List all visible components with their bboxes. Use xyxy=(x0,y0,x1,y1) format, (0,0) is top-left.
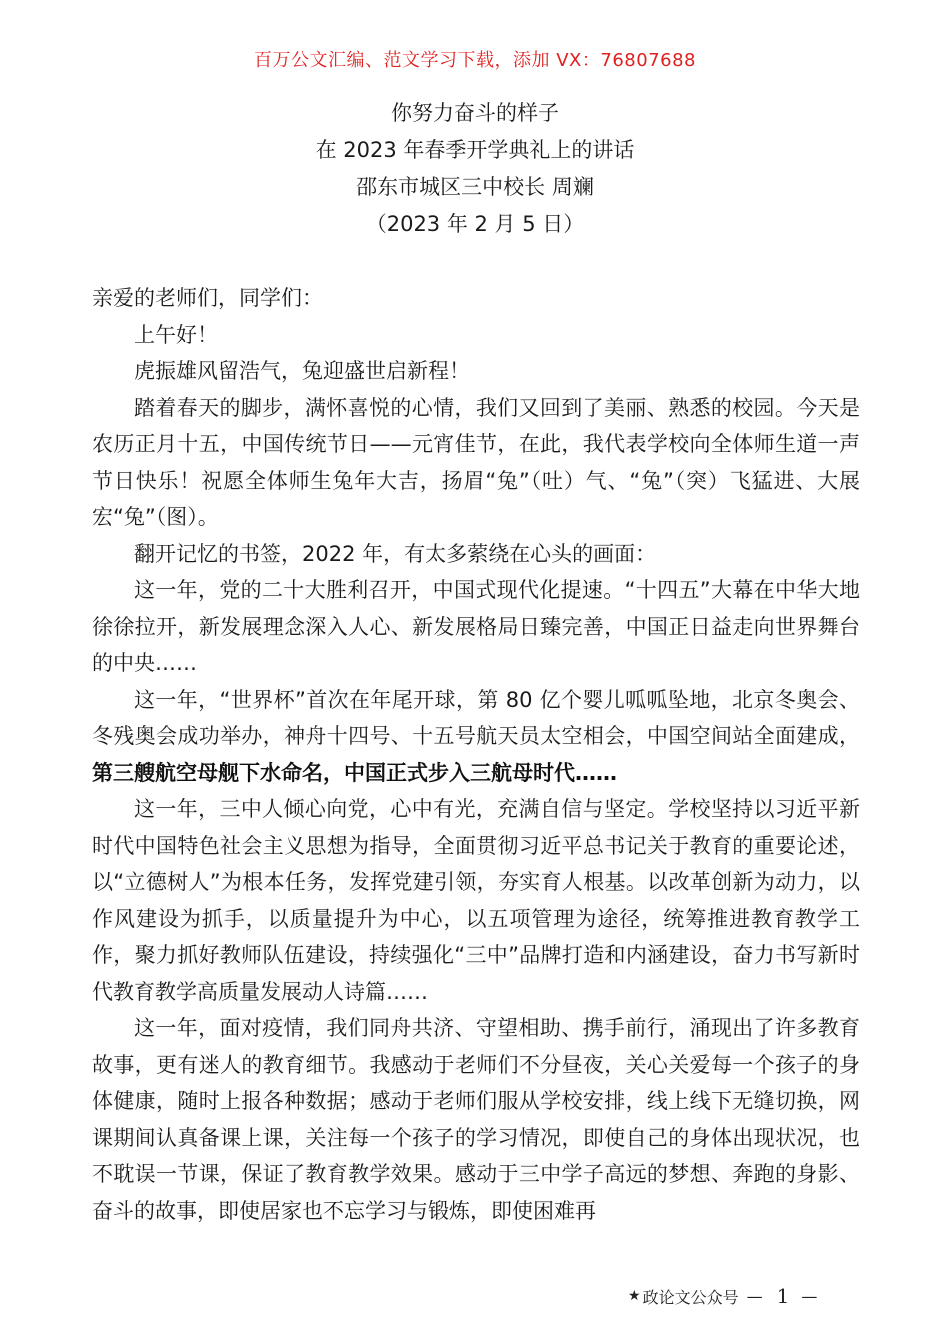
paragraph-6: 这一年，面对疫情，我们同舟共济、守望相助、携手前行，涌现出了许多教育故事，更有迷人的教育细节。我感动于老师们不分昼夜，关心关爱每一个孩子的身体健康，随时上报各种数据；感动于老师们服从学校安排，线上线下无缝切换，网课期间认真备课上课，关注每一个孩子的学习情况，即使自己的身体出现状况，也不耽误一节课，保证了教育教学效果。感动于三中学子高远的梦想、奔跑的身影、奋斗的故事，即使居家也不忘学习与锻炼，即使困难再 xyxy=(92,1016,860,1223)
footer-dash-right: — xyxy=(801,1286,820,1306)
page-number: 1 xyxy=(776,1284,790,1308)
star-icon: ★ xyxy=(628,1288,641,1304)
paragraph-2: 翻开记忆的书签，2022 年，有太多萦绕在心头的画面： xyxy=(134,541,657,566)
paragraph-3: 这一年，党的二十大胜利召开，中国式现代化提速。“十四五”大幕在中华大地徐徐拉开，新发展理念深入人心、新发展格局日臻完善，中国正日益走向世界舞台的中央…… xyxy=(92,578,860,675)
page-footer xyxy=(628,1284,827,1308)
slogan: 虎振雄风留浩气，兔迎盛世启新程！ xyxy=(134,359,470,383)
title-block xyxy=(0,95,950,243)
document-title: 你努力奋斗的样子 xyxy=(391,101,559,125)
paragraph-1: 踏着春天的脚步，满怀喜悦的心情，我们又回到了美丽、熟悉的校园。今天是农历正月十五，中国传统节日——元宵佳节，在此，我代表学校向全体师生道一声节日快乐！祝愿全体师生兔年大吉，扬眉“兔”（吐）气、“兔”（突）飞猛进、大展宏“兔”（图）。 xyxy=(92,395,860,529)
speech-body xyxy=(92,280,860,1229)
footer-source: 政论文公众号 xyxy=(642,1287,739,1307)
promo-banner: 百万公文汇编、范文学习下载，添加 VX：76807688 xyxy=(254,50,696,71)
date-line: （2023 年 2 月 5 日） xyxy=(365,212,585,236)
salutation: 亲爱的老师们，同学们： xyxy=(92,286,323,310)
footer-dash-left: — xyxy=(746,1286,765,1306)
paragraph-5: 这一年，三中人倾心向党，心中有光，充满自信与坚定。学校坚持以习近平新时代中国特色社会主义思想为指导，全面贯彻习近平总书记关于教育的重要论述，以“立德树人”为根本任务，发挥党建引领，夯实育人根基。以改革创新为动力，以作风建设为抓手，以质量提升为中心，以五项管理为途径，统筹推进教育教学工作，聚力抓好教师队伍建设，持续强化“三中”品牌打造和内涵建设，奋力书写新时代教育教学高质量发展动人诗篇…… xyxy=(92,797,860,1004)
author-line: 邵东市城区三中校长 周斓 xyxy=(356,175,594,199)
paragraph-4-bold-text: 第三艘航空母舰下水命名，中国正式步入三航母时代…… xyxy=(92,760,617,785)
paragraph-4 xyxy=(92,682,860,792)
greeting: 上午好！ xyxy=(134,322,218,347)
document-subtitle: 在 2023 年春季开学典礼上的讲话 xyxy=(315,138,635,162)
paragraph-4-text: 这一年，“世界杯”首次在年尾开球，第 80 亿个婴儿呱呱坠地，北京冬奥会、冬残奥会成功举办，神舟十四号、十五号航天员太空相会，中国空间站全面建成， xyxy=(92,687,860,748)
